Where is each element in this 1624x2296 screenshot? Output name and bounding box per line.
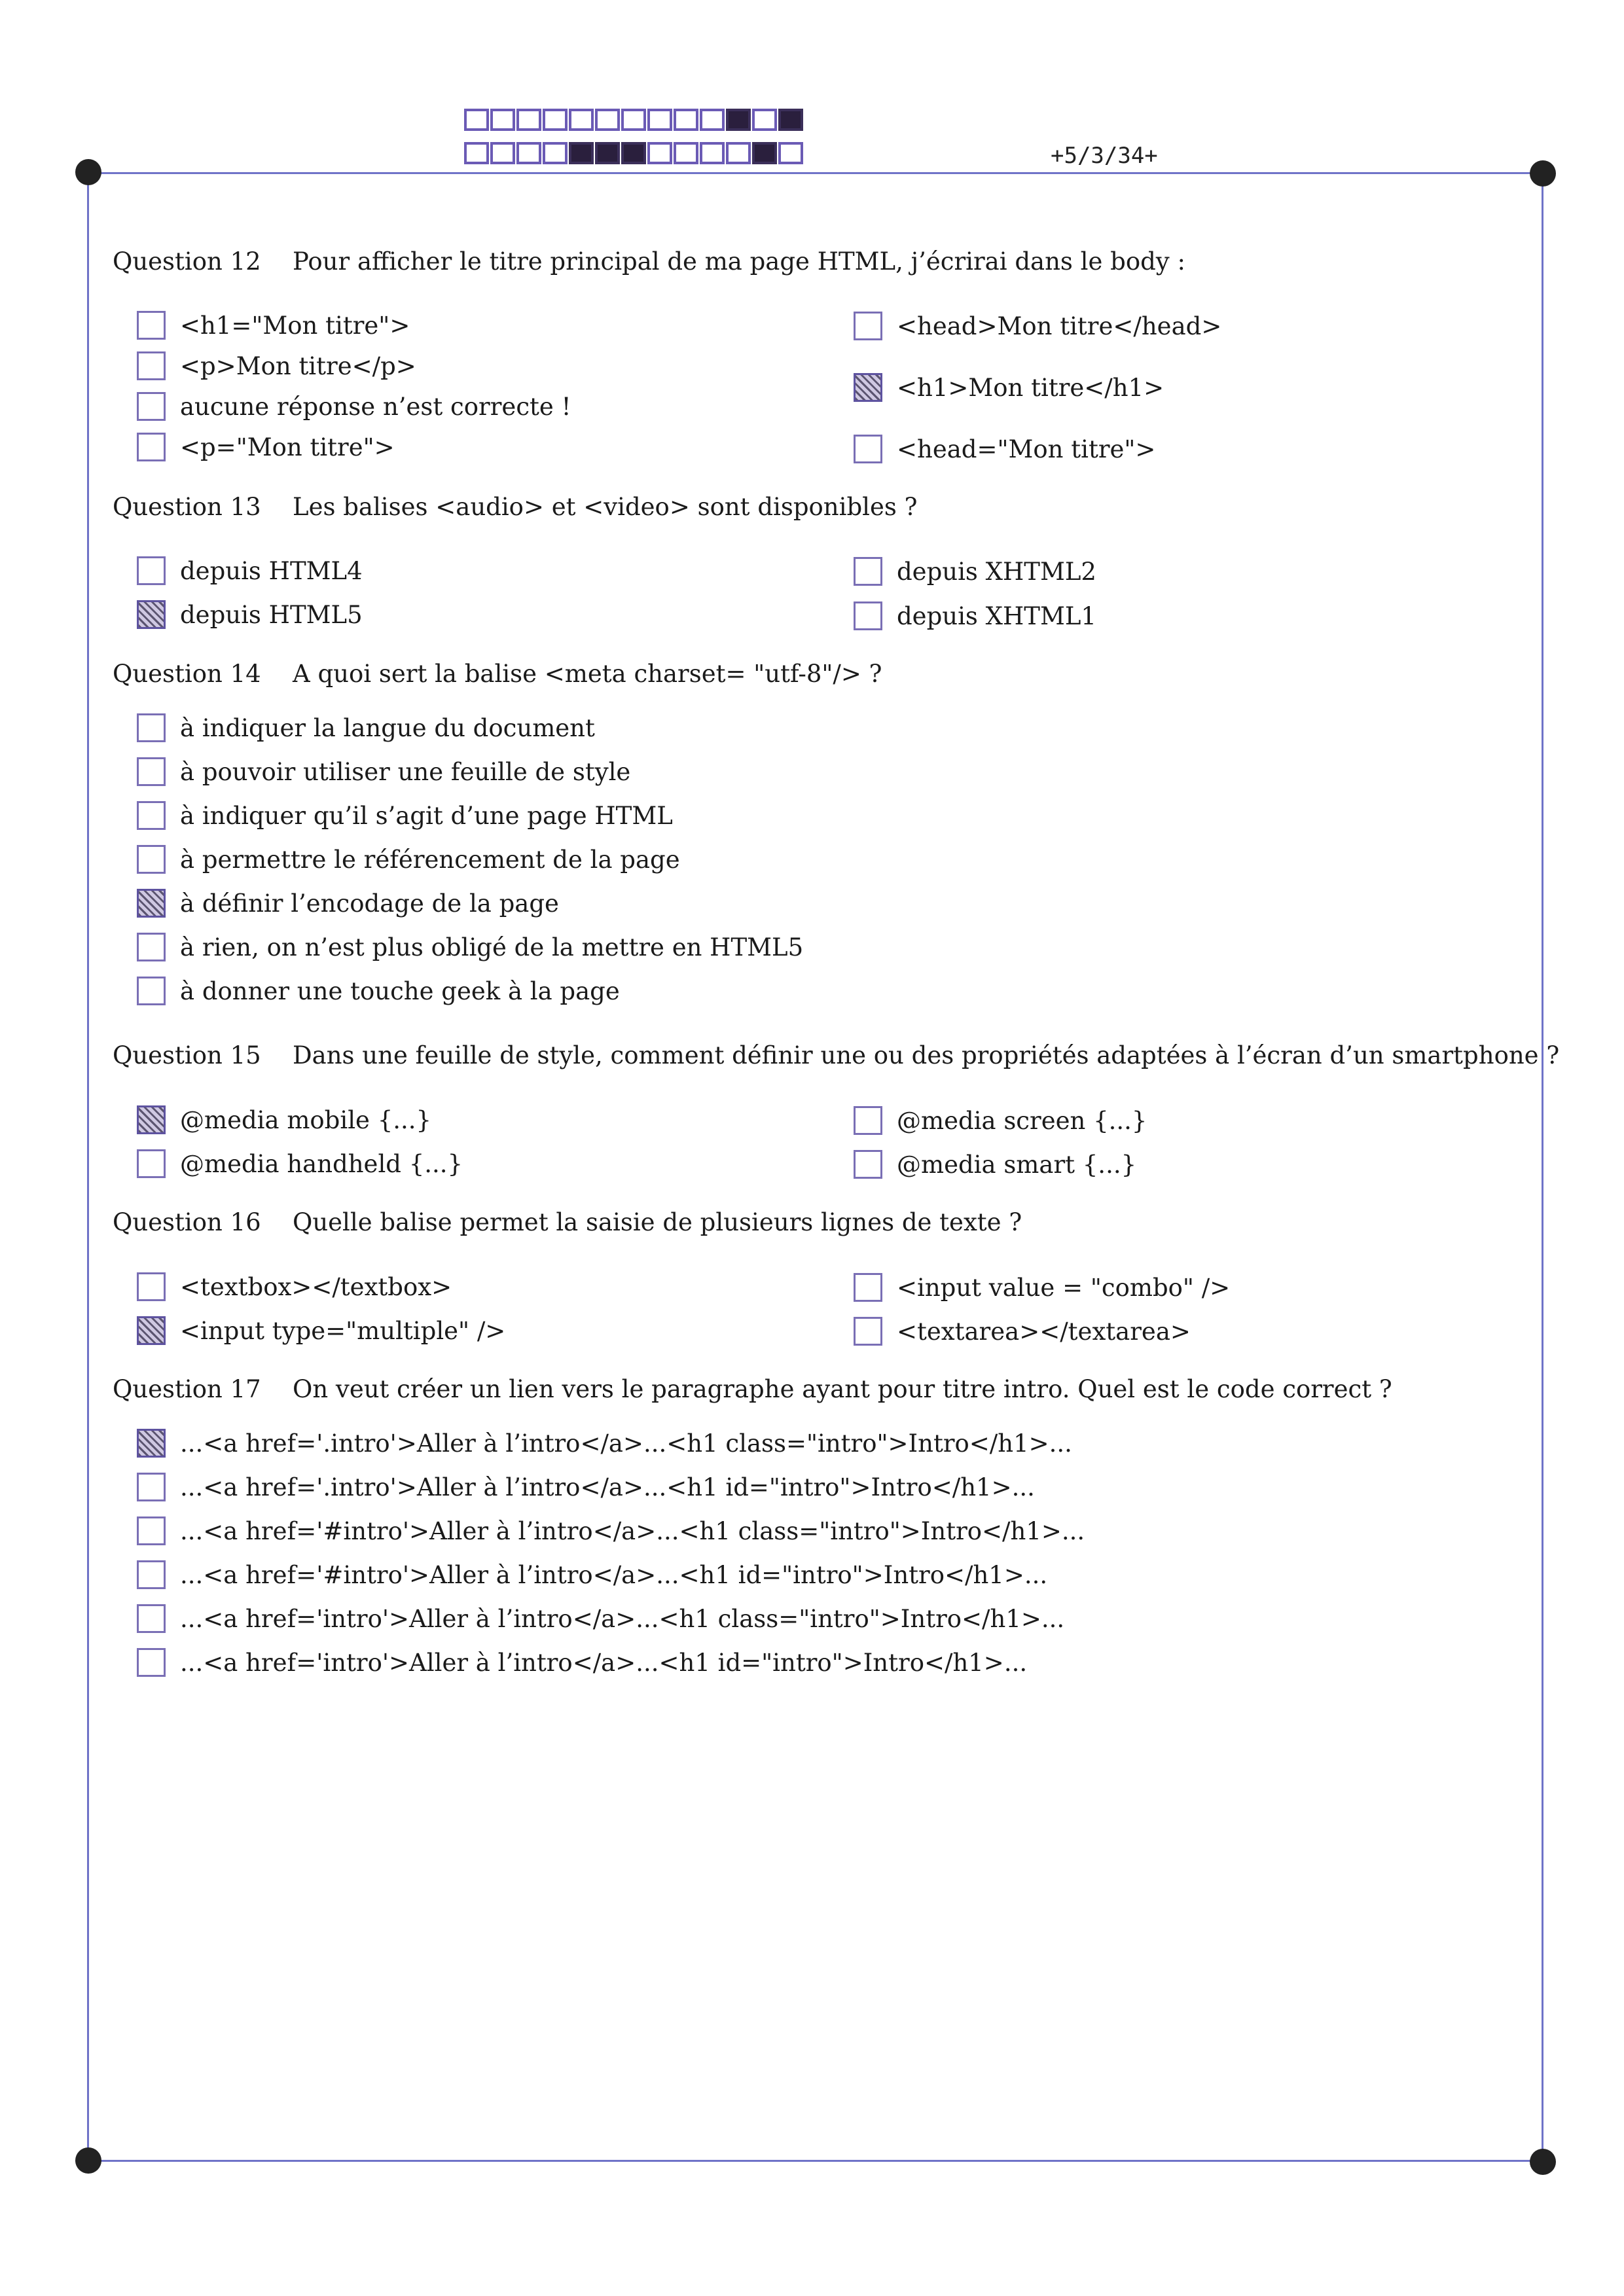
answer-checkbox[interactable]	[137, 1473, 166, 1501]
answer-checkbox[interactable]	[854, 1150, 882, 1179]
answer-checkbox[interactable]	[137, 311, 166, 340]
code-cell-empty	[647, 142, 672, 164]
question-15-header	[113, 1041, 1559, 1069]
answer-option[interactable]	[137, 845, 680, 874]
answer-checkbox-checked[interactable]	[137, 600, 166, 629]
answer-option[interactable]	[137, 1272, 452, 1301]
answer-option[interactable]	[137, 977, 620, 1005]
answer-label: à indiquer qu’il s’agit d’une page HTML	[180, 801, 673, 830]
code-cell-empty	[647, 109, 672, 131]
code-cell-empty	[543, 142, 568, 164]
question-number: Question 17	[113, 1375, 261, 1403]
answer-label: depuis HTML4	[180, 556, 363, 585]
corner-mark-top-right	[1530, 160, 1556, 187]
answer-label: <p="Mon titre">	[180, 433, 395, 461]
answer-checkbox[interactable]	[137, 977, 166, 1005]
answer-label: <head>Mon titre</head>	[897, 312, 1222, 340]
answer-checkbox[interactable]	[137, 801, 166, 830]
answer-option[interactable]	[137, 311, 410, 340]
answer-checkbox[interactable]	[854, 1317, 882, 1346]
answer-checkbox[interactable]	[854, 1273, 882, 1302]
answer-label: <h1="Mon titre">	[180, 311, 410, 340]
answer-label: aucune réponse n’est correcte !	[180, 392, 571, 421]
question-13-header	[113, 493, 917, 521]
answer-option[interactable]	[854, 435, 1155, 463]
code-cell-empty	[569, 109, 594, 131]
code-cell-filled	[569, 142, 594, 164]
answer-checkbox[interactable]	[854, 312, 882, 340]
answer-checkbox[interactable]	[137, 1604, 166, 1633]
answer-label: ...<a href='.intro'>Aller à l’intro</a>...<h1 class="intro">Intro</h1>...	[180, 1429, 1072, 1458]
answer-checkbox[interactable]	[137, 351, 166, 380]
answer-option[interactable]	[137, 889, 559, 918]
answer-label: @media screen {...}	[897, 1106, 1147, 1135]
answer-label: @media handheld {...}	[180, 1149, 463, 1178]
answer-label: à rien, on n’est plus obligé de la mettre en HTML5	[180, 933, 804, 961]
answer-checkbox[interactable]	[137, 713, 166, 742]
answer-option[interactable]	[137, 1429, 1072, 1458]
answer-checkbox[interactable]	[854, 435, 882, 463]
answer-checkbox[interactable]	[137, 1272, 166, 1301]
corner-mark-bottom-left	[75, 2147, 101, 2174]
code-cell-filled	[752, 142, 777, 164]
answer-option[interactable]	[137, 801, 673, 830]
answer-option[interactable]	[137, 351, 416, 380]
answer-option[interactable]	[137, 1604, 1064, 1633]
page-id: +5/3/34+	[1051, 143, 1158, 169]
answer-option[interactable]	[137, 1105, 431, 1134]
answer-option[interactable]	[137, 433, 395, 461]
answer-option[interactable]	[137, 1316, 505, 1345]
question-text: Les balises <audio> et <video> sont disponibles ?	[293, 493, 918, 521]
answer-label: <textbox></textbox>	[180, 1272, 452, 1301]
answer-label: <h1>Mon titre</h1>	[897, 373, 1164, 402]
answer-label: à définir l’encodage de la page	[180, 889, 559, 918]
question-number: Question 16	[113, 1208, 261, 1236]
answer-option[interactable]	[854, 373, 1164, 402]
answer-checkbox[interactable]	[137, 1648, 166, 1677]
page-code-row-2	[464, 142, 804, 164]
question-text: Pour afficher le titre principal de ma page HTML, j’écrirai dans le body :	[293, 247, 1185, 276]
answer-checkbox[interactable]	[137, 933, 166, 961]
answer-checkbox[interactable]	[137, 845, 166, 874]
answer-option[interactable]	[854, 557, 1096, 586]
answer-label: <input value = "combo" />	[897, 1273, 1231, 1302]
answer-checkbox[interactable]	[137, 556, 166, 585]
question-16-header	[113, 1208, 1022, 1236]
answer-option[interactable]	[137, 600, 363, 629]
answer-option[interactable]	[854, 601, 1096, 630]
answer-option[interactable]	[854, 1150, 1136, 1179]
answer-checkbox[interactable]	[137, 757, 166, 786]
answer-checkbox[interactable]	[854, 601, 882, 630]
answer-option[interactable]	[854, 1106, 1147, 1135]
answer-option[interactable]	[137, 1149, 463, 1178]
answer-label: à pouvoir utiliser une feuille de style	[180, 757, 631, 786]
code-cell-empty	[700, 142, 725, 164]
answer-label: à donner une touche geek à la page	[180, 977, 620, 1005]
code-cell-filled	[778, 109, 803, 131]
question-number: Question 12	[113, 247, 261, 276]
code-cell-empty	[674, 109, 698, 131]
answer-option[interactable]	[137, 933, 803, 961]
code-cell-empty	[726, 142, 751, 164]
code-cell-empty	[752, 109, 777, 131]
answer-label: <textarea></textarea>	[897, 1317, 1191, 1346]
answer-option[interactable]	[137, 1648, 1027, 1677]
answer-label: depuis XHTML2	[897, 557, 1096, 586]
answer-option[interactable]	[137, 392, 571, 421]
code-cell-empty	[464, 109, 489, 131]
answer-checkbox[interactable]	[854, 1106, 882, 1135]
answer-option[interactable]	[137, 1516, 1085, 1545]
question-number: Question 13	[113, 493, 261, 521]
answer-label: depuis HTML5	[180, 600, 363, 629]
corner-mark-bottom-right	[1530, 2149, 1556, 2175]
question-number: Question 15	[113, 1041, 261, 1069]
answer-checkbox[interactable]	[137, 392, 166, 421]
question-text: A quoi sert la balise <meta charset= "utf-8"/> ?	[293, 660, 882, 688]
question-14-header	[113, 660, 882, 688]
page-code-row-1	[464, 109, 804, 131]
answer-label: ...<a href='.intro'>Aller à l’intro</a>...<h1 id="intro">Intro</h1>...	[180, 1473, 1035, 1501]
code-cell-empty	[490, 142, 515, 164]
answer-checkbox[interactable]	[854, 557, 882, 586]
answer-label: @media smart {...}	[897, 1150, 1137, 1179]
frame-right-border	[1542, 172, 1543, 2162]
code-cell-empty	[621, 109, 646, 131]
code-cell-filled	[595, 142, 620, 164]
question-12-header	[113, 247, 1185, 276]
answer-checkbox-checked[interactable]	[137, 1429, 166, 1458]
answer-option[interactable]	[854, 312, 1221, 340]
answer-option[interactable]	[137, 1473, 1035, 1501]
answer-option[interactable]	[854, 1273, 1230, 1302]
answer-option[interactable]	[137, 713, 595, 742]
code-cell-empty	[674, 142, 698, 164]
answer-option[interactable]	[137, 757, 630, 786]
answer-checkbox-checked[interactable]	[137, 1316, 166, 1345]
answer-label: ...<a href='#intro'>Aller à l’intro</a>...<h1 class="intro">Intro</h1>...	[180, 1516, 1085, 1545]
answer-label: ...<a href='intro'>Aller à l’intro</a>...<h1 class="intro">Intro</h1>...	[180, 1604, 1065, 1633]
code-cell-empty	[700, 109, 725, 131]
answer-checkbox-checked[interactable]	[137, 1105, 166, 1134]
answer-checkbox[interactable]	[137, 1149, 166, 1178]
answer-option[interactable]	[137, 556, 363, 585]
frame-bottom-border	[88, 2160, 1543, 2162]
answer-label: à indiquer la langue du document	[180, 713, 595, 742]
code-cell-empty	[464, 142, 489, 164]
code-cell-empty	[595, 109, 620, 131]
code-cell-empty	[516, 109, 541, 131]
answer-checkbox-checked[interactable]	[137, 889, 166, 918]
question-text: On veut créer un lien vers le paragraphe ayant pour titre intro. Quel est le code correct ?	[293, 1375, 1392, 1403]
corner-mark-top-left	[75, 159, 101, 185]
answer-option[interactable]	[854, 1317, 1191, 1346]
answer-label: à permettre le référencement de la page	[180, 845, 680, 874]
answer-label: ...<a href='#intro'>Aller à l’intro</a>...<h1 id="intro">Intro</h1>...	[180, 1560, 1048, 1589]
answer-label: @media mobile {...}	[180, 1105, 432, 1134]
code-cell-empty	[490, 109, 515, 131]
code-cell-filled	[726, 109, 751, 131]
code-cell-filled	[621, 142, 646, 164]
question-text: Dans une feuille de style, comment définir une ou des propriétés adaptées à l’écran d’un smartphone ?	[293, 1041, 1560, 1069]
answer-label: <input type="multiple" />	[180, 1316, 506, 1345]
answer-checkbox[interactable]	[137, 1560, 166, 1589]
answer-label: <head="Mon titre">	[897, 435, 1156, 463]
answer-option[interactable]	[137, 1560, 1047, 1589]
answer-label: depuis XHTML1	[897, 601, 1096, 630]
code-cell-empty	[516, 142, 541, 164]
question-number: Question 14	[113, 660, 261, 688]
answer-label: <p>Mon titre</p>	[180, 351, 416, 380]
answer-checkbox[interactable]	[137, 433, 166, 461]
frame-left-border	[87, 172, 89, 2162]
question-17-header	[113, 1375, 1392, 1403]
question-text: Quelle balise permet la saisie de plusieurs lignes de texte ?	[293, 1208, 1022, 1236]
answer-label: ...<a href='intro'>Aller à l’intro</a>...<h1 id="intro">Intro</h1>...	[180, 1648, 1028, 1677]
answer-checkbox-checked[interactable]	[854, 373, 882, 402]
answer-checkbox[interactable]	[137, 1516, 166, 1545]
code-cell-empty	[543, 109, 568, 131]
frame-top-border	[88, 172, 1543, 174]
code-cell-empty	[778, 142, 803, 164]
